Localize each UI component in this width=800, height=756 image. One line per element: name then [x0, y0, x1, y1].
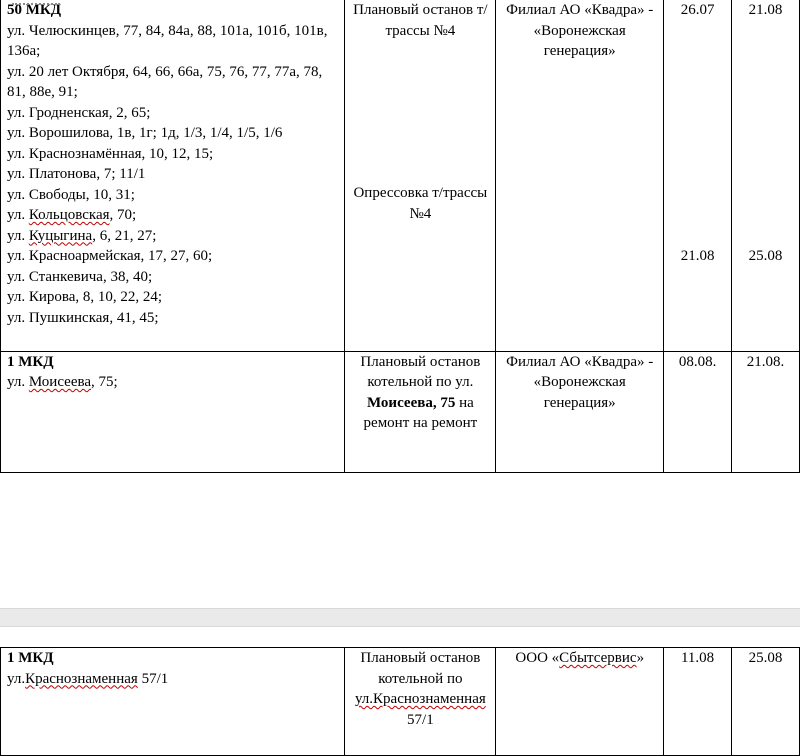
address-line: ул. Моисеева, 75; — [7, 374, 118, 390]
address-line: ул. Куцыгина, 6, 21, 27; — [7, 227, 157, 244]
end-date-cell: 25.08 — [732, 648, 800, 756]
work-description: Плановый останов т/трассы №4 — [353, 2, 488, 39]
work-cell — [345, 0, 496, 351]
address-line: ул. Кирова, 8, 10, 22, 24; — [7, 289, 163, 305]
work-cell — [345, 351, 496, 472]
end-date: 21.08 — [748, 2, 783, 18]
address-list — [7, 21, 341, 329]
address-line: ул. Станкевича, 38, 40; — [7, 268, 153, 285]
start-date-secondary: 21.08 — [680, 247, 715, 264]
address-line: ул. Кольцовская, 70; — [7, 207, 137, 223]
end-date-secondary: 25.08 — [748, 247, 783, 264]
address-line: ул. Краснознамённая, 10, 12, 15; — [7, 145, 214, 162]
work-address: ул.Краснознаменная — [354, 691, 486, 707]
address-line: ул. Красноармейская, 17, 27, 60; — [7, 248, 213, 264]
table-row — [1, 351, 800, 472]
address-cell — [1, 0, 345, 351]
start-date-cell: 08.08. — [664, 351, 732, 472]
page-break-band — [0, 608, 800, 627]
address-line: ул. 20 лет Октября, 64, 66, 66а, 75, 76, 77, 77а, 78, 81, 88е, 91; — [7, 63, 323, 100]
work-cell: Плановый останов котельной по ул.Краснознаменная 57/1 — [345, 648, 496, 756]
address-line: ул.Краснознаменная 57/1 — [7, 670, 169, 687]
address-line: ул. Платонова, 7; 11/1 — [7, 166, 146, 182]
address-line: ул. Пушкинская, 41, 45; — [7, 309, 159, 326]
work-purpose: на ремонт на ремонт — [363, 394, 478, 431]
organization-cell: Филиал АО «Квадра» - «Воронежская генерация» — [496, 351, 664, 472]
table-row — [1, 0, 800, 351]
building-count: 1 МКД — [7, 353, 54, 370]
table-row — [1, 648, 800, 756]
work-description: Плановый останов котельной по — [360, 650, 481, 687]
organization-cell: Филиал АО «Квадра» - «Воронежская генерация» — [496, 0, 664, 351]
building-count: 1 МКД — [7, 650, 54, 666]
work-description: Плановый останов котельной по ул. — [360, 353, 481, 390]
work-address: Моисеева, 75 — [366, 394, 456, 411]
address-line: ул. Ворошилова, 1в, 1г; 1д, 1/3, 1/4, 1/5, 1/6 — [7, 125, 283, 141]
address-cell — [1, 648, 345, 756]
start-date: 26.07 — [680, 2, 715, 18]
page-edge-mark — [12, 0, 60, 5]
start-date-cell — [664, 0, 732, 351]
work-description-secondary: Опрессовка т/трассы №4 — [353, 185, 488, 222]
organization-cell: ООО «Сбытсервис» — [496, 648, 664, 756]
end-date-cell — [732, 0, 800, 351]
end-date-cell: 21.08. — [732, 351, 800, 472]
address-line: ул. Свободы, 10, 31; — [7, 186, 135, 203]
address-line: ул. Гродненская, 2, 65; — [7, 104, 151, 121]
building-count: 50 МКД — [7, 2, 62, 18]
start-date-cell: 11.08 — [664, 648, 732, 756]
outage-table-bottom — [0, 647, 800, 756]
address-line: ул. Челюскинцев, 77, 84, 84а, 88, 101а, 101б, 101в, 136а; — [7, 22, 328, 59]
address-cell — [1, 351, 345, 472]
